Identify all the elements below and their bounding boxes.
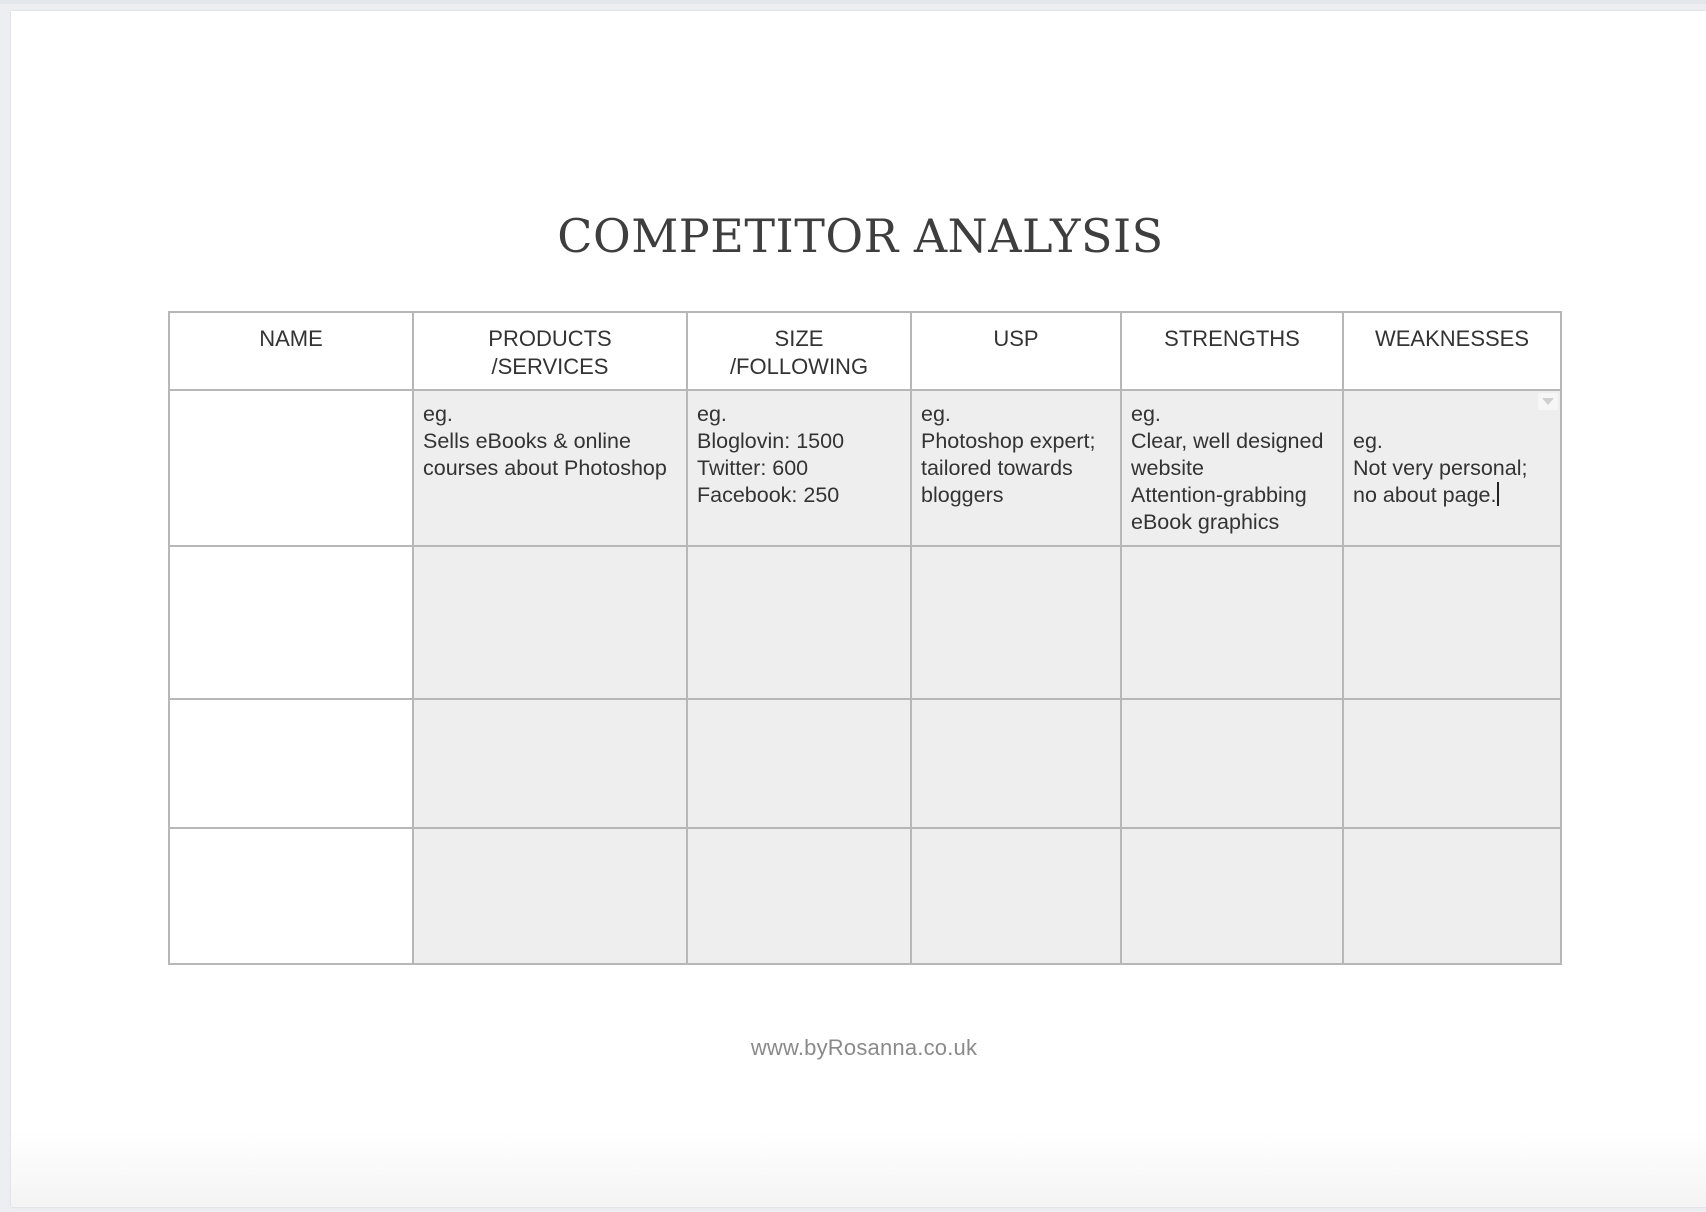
name-cell[interactable] (169, 546, 413, 699)
header-products[interactable] (413, 312, 687, 390)
header-row (169, 312, 1561, 390)
header-weaknesses-label: WEAKNESSES (1374, 326, 1530, 351)
header-size[interactable] (687, 312, 911, 390)
size-cell[interactable] (687, 699, 911, 828)
products-cell[interactable] (413, 828, 687, 964)
table-row (169, 828, 1561, 964)
chevron-down-icon[interactable] (1538, 393, 1558, 410)
weaknesses-cell-text: eg. Not very personal; no about page. (1353, 429, 1528, 507)
header-products-label: PRODUCTS /SERVICES (488, 326, 612, 379)
header-strengths-label: STRENGTHS (1164, 326, 1300, 351)
usp-cell[interactable] (911, 828, 1121, 964)
table-row (169, 390, 1561, 546)
competitor-table[interactable] (168, 311, 1562, 965)
strengths-cell[interactable] (1121, 546, 1343, 699)
window-top-edge (0, 0, 1706, 4)
weaknesses-cell[interactable] (1343, 699, 1561, 828)
name-cell[interactable] (169, 699, 413, 828)
usp-cell[interactable] (911, 699, 1121, 828)
footer-url[interactable]: www.byRosanna.co.uk (750, 1035, 978, 1060)
name-cell[interactable] (169, 828, 413, 964)
usp-cell[interactable]: eg. Photoshop expert; tailored towards bloggers (911, 390, 1121, 546)
products-cell[interactable] (413, 699, 687, 828)
usp-cell[interactable] (911, 546, 1121, 699)
header-weaknesses[interactable] (1343, 312, 1561, 390)
name-cell[interactable] (169, 390, 413, 546)
page-title[interactable]: COMPETITOR ANALYSIS (557, 209, 1164, 263)
header-size-label: SIZE /FOLLOWING (729, 326, 869, 379)
products-cell[interactable]: eg. Sells eBooks & online courses about Photoshop (413, 390, 687, 546)
document-page[interactable] (11, 11, 1706, 1207)
header-strengths[interactable] (1121, 312, 1343, 390)
strengths-cell[interactable] (1121, 699, 1343, 828)
strengths-cell[interactable] (1121, 828, 1343, 964)
size-cell[interactable] (687, 546, 911, 699)
size-cell[interactable]: eg. Bloglovin: 1500 Twitter: 600 Facebook: 250 (687, 390, 911, 546)
strengths-cell[interactable]: eg. Clear, well designed website Attention-grabbing eBook graphics (1121, 390, 1343, 546)
products-cell[interactable] (413, 546, 687, 699)
header-name[interactable] (169, 312, 413, 390)
table-row (169, 546, 1561, 699)
weaknesses-cell[interactable] (1343, 828, 1561, 964)
header-usp-label: USP (993, 326, 1039, 351)
text-cursor (1497, 482, 1499, 506)
table-row (169, 699, 1561, 828)
header-usp[interactable] (911, 312, 1121, 390)
size-cell[interactable] (687, 828, 911, 964)
weaknesses-cell[interactable] (1343, 546, 1561, 699)
weaknesses-cell-active[interactable] (1343, 390, 1561, 546)
header-name-label: NAME (259, 326, 323, 351)
